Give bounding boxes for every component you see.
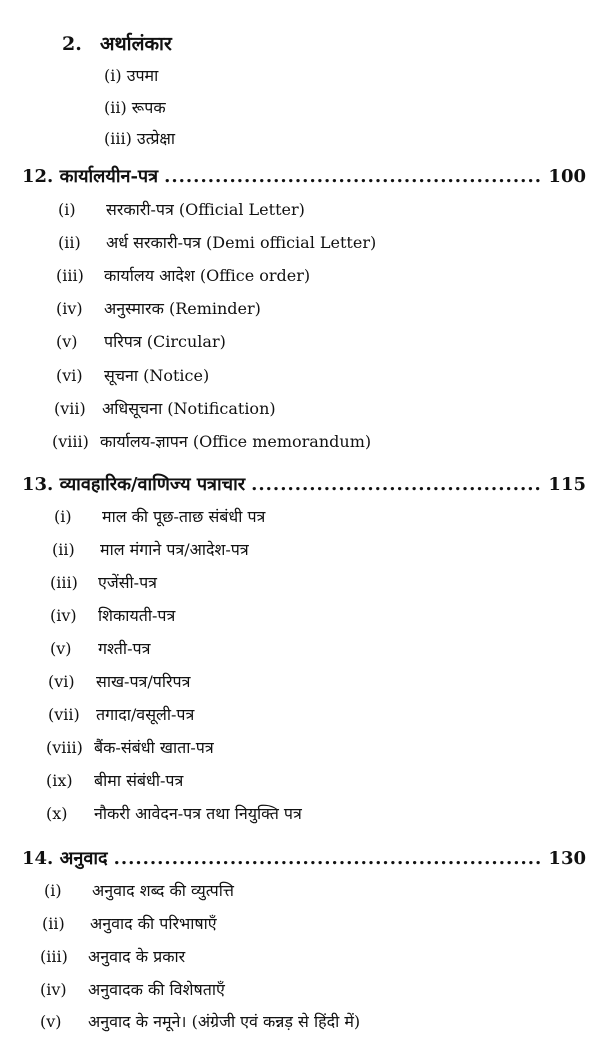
item-numeral: (v) [56,332,78,351]
section-heading-14[interactable] [22,846,586,870]
item-label: अनुवाद के प्रकार [88,947,186,966]
item-numeral: (iii) [56,266,84,285]
subsection-item: (iii) उत्प्रेक्षा [104,129,176,148]
item-label: सरकारी-पत्र (Official Letter) [106,200,305,219]
subsection-item: (ii) रूपक [104,98,166,117]
list-item [46,769,183,791]
section-title: 12. कार्यालयीन-पत्र [22,166,159,187]
item-label: नौकरी आवेदन-पत्र तथा नियुक्ति पत्र [94,804,302,823]
item-label: माल की पूछ-ताछ संबंधी पत्र [102,507,266,526]
item-label: माल मंगाने पत्र/आदेश-पत्र [100,540,249,559]
item-numeral: (viii) [46,738,83,757]
item-label: गश्ती-पत्र [98,639,151,658]
item-numeral: (iv) [50,606,77,625]
section-heading-13[interactable] [22,472,586,496]
list-item [52,430,371,452]
item-label: एजेंसी-पत्र [98,573,158,592]
list-item [46,736,214,758]
item-numeral: (iii) [40,947,68,966]
dot-leader [114,848,543,869]
item-label: अर्ध सरकारी-पत्र (Demi official Letter) [106,233,377,252]
list-item [54,505,265,527]
item-label: तगादा/वसूली-पत्र [96,705,195,724]
list-item [58,198,305,220]
item-numeral: (viii) [52,432,89,451]
item-label: बीमा संबंधी-पत्र [94,771,184,790]
item-label: सूचना (Notice) [104,366,210,385]
list-item [56,264,310,286]
section-page-number: 100 [548,166,586,187]
list-item [50,637,150,659]
list-item [58,231,376,253]
item-label: कार्यालय-ज्ञापन (Office memorandum) [100,432,372,451]
section-page-number: 115 [548,474,586,495]
item-label: बैंक-संबंधी खाता-पत्र [94,738,214,757]
subsection-number: 2. [62,33,82,55]
section-title: 14. अनुवाद [22,848,108,869]
dot-leader [251,474,542,495]
item-label: शिकायती-पत्र [98,606,176,625]
item-numeral: (ii) [52,540,75,559]
dot-leader [164,166,542,187]
item-numeral: (ix) [46,771,73,790]
section-heading-12[interactable] [22,164,586,188]
item-numeral: (i) [44,881,62,900]
list-item [54,397,276,419]
list-item [40,978,225,1000]
subsection-heading [62,30,172,56]
item-numeral: (v) [50,639,72,658]
section-page-number: 130 [548,848,586,869]
item-numeral: (ii) [58,233,81,252]
item-numeral: (i) [58,200,76,219]
item-numeral: (x) [46,804,68,823]
item-label: अनुवाद शब्द की व्युत्पत्ति [92,881,234,900]
item-label: कार्यालय आदेश (Office order) [104,266,311,285]
item-numeral: (iv) [56,299,83,318]
item-label: अनुस्मारक (Reminder) [104,299,261,318]
list-item [52,538,249,560]
list-item [56,297,261,319]
section-title: 13. व्यावहारिक/वाणिज्य पत्राचार [22,474,246,495]
list-item [50,571,157,593]
item-numeral: (vii) [48,705,80,724]
item-numeral: (vii) [54,399,86,418]
list-item [56,330,226,352]
list-item [40,945,185,967]
item-numeral: (i) [54,507,72,526]
item-numeral: (iii) [50,573,78,592]
item-label: अनुवाद की परिभाषाएँ [90,914,217,933]
list-item [46,802,302,824]
item-numeral: (iv) [40,980,67,999]
item-numeral: (ii) [42,914,65,933]
list-item [56,364,209,386]
list-item [48,703,194,725]
item-numeral: (vi) [48,672,75,691]
list-item [44,879,234,901]
list-item [50,604,175,626]
item-numeral: (v) [40,1012,62,1031]
subsection-title: अर्थालंकार [100,33,172,55]
subsection-item: (i) उपमा [104,66,159,85]
item-label: अनुवादक की विशेषताएँ [88,980,225,999]
item-label: अधिसूचना (Notification) [102,399,276,418]
list-item [40,1010,360,1032]
list-item [48,670,190,692]
list-item [42,912,217,934]
item-label: परिपत्र (Circular) [104,332,226,351]
item-numeral: (vi) [56,366,83,385]
item-label: साख-पत्र/परिपत्र [96,672,191,691]
item-label: अनुवाद के नमूने। (अंग्रेजी एवं कन्नड़ से हिंदी में) [88,1012,361,1031]
